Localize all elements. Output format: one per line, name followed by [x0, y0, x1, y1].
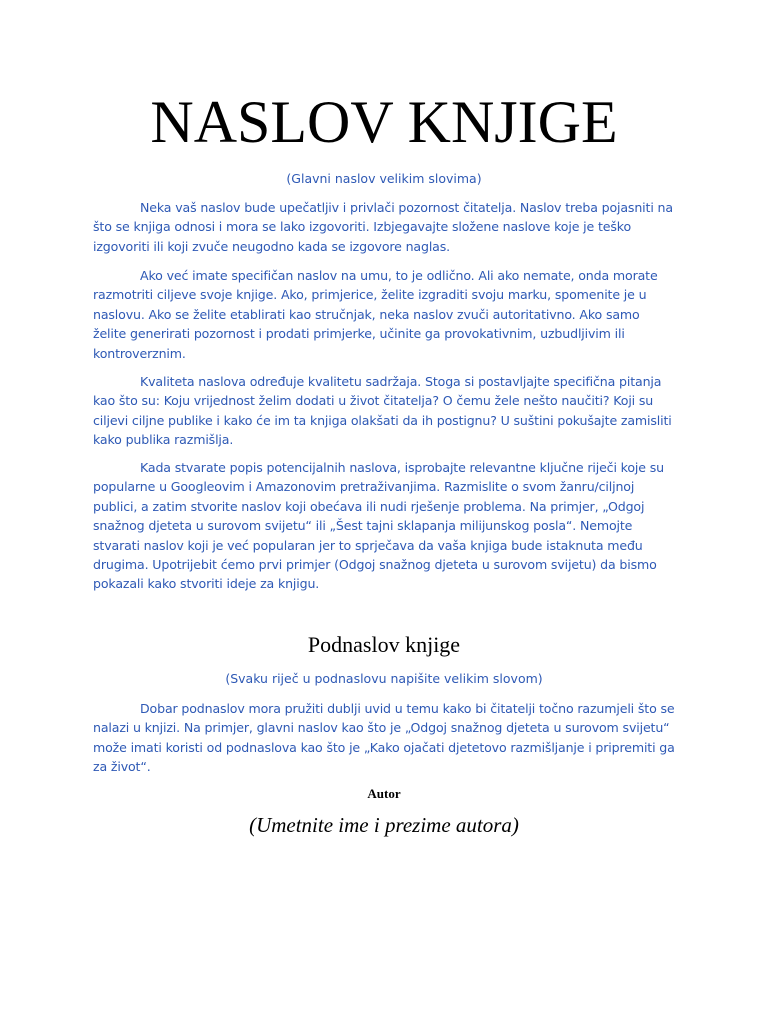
subtitle-paragraph: Dobar podnaslov mora pružiti dublji uvid u temu kako bi čitatelji točno razumjeli što se nalazi u knjizi. Na primjer, glavni naslov kao što je „Odgoj snažnog djeteta u surovom svijetu“ može imati koristi od podnaslova kao što je „Kako ojačati djetetovo razmišljanje i pripremiti ga za život“.	[93, 701, 675, 775]
author-name: (Umetnite ime i prezime autora)	[249, 813, 519, 837]
book-title: NASLOV KNJIGE	[150, 89, 618, 155]
book-subtitle: Podnaslov knjige	[307, 632, 461, 657]
subtitle-hint: (Svaku riječ u podnaslovu napišite velikim slovom)	[225, 671, 543, 686]
author-label: Autor	[367, 786, 401, 801]
title-hint: (Glavni naslov velikim slovima)	[286, 171, 482, 186]
paragraph-1: Neka vaš naslov bude upečatljiv i privlači pozornost čitatelja. Naslov treba pojasniti na što se knjiga odnosi i mora se lako izgovoriti. Izbjegavajte složene naslove koje je teško izgovoriti ili koji zvuče neugodno kada se izgovore naglas.	[93, 200, 673, 254]
paragraph-2: Ako već imate specifičan naslov na umu, to je odlično. Ali ako nemate, onda morate razmotriti ciljeve svoje knjige. Ako, primjerice, želite izgraditi svoju marku, spomenite je u naslovu. Ako se želite etablirati kao stručnjak, neka naslov zvuči autoritativno. Ako samo želite generirati pozornost i prodati primjerke, učinite ga provokativnim, uzbudljivim ili kontroverznim.	[93, 268, 658, 361]
paragraph-4: Kada stvarate popis potencijalnih naslova, isprobajte relevantne ključne riječi koje su popularne u Googleovim i Amazonovim pretraživanjima. Razmislite o svom žanru/ciljnoj publici, a zatim stvorite naslov koji obećava ili nudi rješenje problema. Na primjer, „Odgoj snažnog djeteta u surovom svijetu“ ili „Šest tajni sklapanja milijunskog posla“. Nemojte stvarati naslov koji je već popularan jer to sprječava da vaša knjiga bude istaknuta među drugima. Upotrijebit ćemo prvi primjer (Odgoj snažnog djeteta u surovom svijetu) da bismo pokazali kako stvoriti ideje za knjigu.	[93, 460, 664, 592]
paragraph-3: Kvaliteta naslova određuje kvalitetu sadržaja. Stoga si postavljajte specifična pitanja kao što su: Koju vrijednost želim dodati u život čitatelja? O čemu žele nešto naučiti? Koji su ciljevi ciljne publike i kako će im ta knjiga olakšati da ih postignu? U suštini pokušajte zamisliti kako publika razmišlja.	[93, 374, 672, 448]
